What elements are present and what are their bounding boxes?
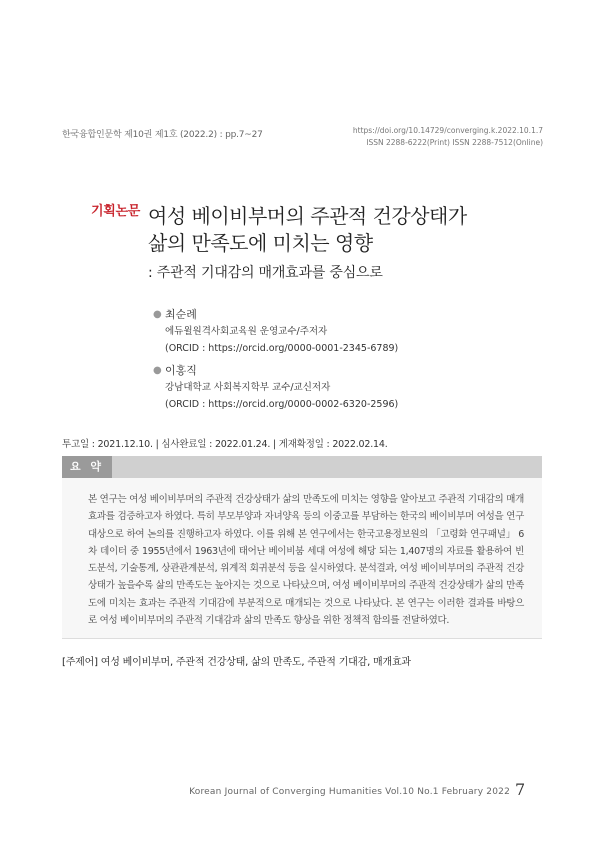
author-orcid[interactable]: (ORCID : https://orcid.org/0000-0001-2345-6789) <box>165 343 399 354</box>
journal-citation: 한국융합인문학 제10권 제1호 (2022.2) : pp.7~27 <box>62 130 263 140</box>
doi-issn-block <box>353 125 543 149</box>
author-name: 이홍직 <box>165 364 197 377</box>
abstract-label: 요 약 <box>62 456 112 478</box>
abstract-text: 본 연구는 여성 베이비부머의 주관적 건강상태가 삶의 만족도에 미치는 영향을 알아보고 주관적 기대감의 매개효과를 검증하고자 하였다. 특히 부모부양과 자녀양육 등의 이중고를 부담하는 한국의 베이비부머 여성을 연구대상으로 하여 논의를 진행하고자 하였다. 이를 위해 본 연구에서는 한국고용정보원의 「고령화 연구패널」 6차 데이터 중 1955년에서 1963년에 태어난 베이비붐 세대 여성에 해당 되는 1,407명의 자료를 활용하여 빈도분석, 기술통계, 상관관계분석, 위계적 회귀분석 등을 실시하였다. 분석결과, 여성 베이비부머의 주관적 건강상태가 높을수록 삶의 만족도는 높아지는 것으로 나타났으며, 여성 베이비부머의 주관적 건강상태가 삶의 만족도에 미치는 효과는 주관적 기대감에 부분적으로 매개되는 것으로 나타났다. 본 연구는 이러한 결과를 바탕으로 여성 베이비부머의 주관적 기대감과 삶의 만족도 향상을 위한 정책적 함의를 전달하였다. <box>88 494 524 627</box>
bullet-icon: ● <box>153 365 162 376</box>
issn-text: ISSN 2288-6222(Print) ISSN 2288-7512(Online) <box>366 138 543 147</box>
keywords-label: [주제어] <box>62 657 98 668</box>
author-block-1 <box>153 306 399 357</box>
abstract-header-bar <box>62 456 542 478</box>
article-title <box>148 203 467 257</box>
author-affiliation: 강남대학교 사회복지학부 교수/교신저자 <box>165 382 331 393</box>
abstract-box <box>62 478 542 639</box>
author-affiliation: 에듀윌원격사회교육원 운영교수/주저자 <box>165 326 328 337</box>
page-number: 7 <box>515 780 526 799</box>
title-line-2: 삶의 만족도에 미치는 영향 <box>148 231 373 255</box>
bullet-icon: ● <box>153 309 162 320</box>
keywords-line <box>62 653 411 668</box>
keywords-text: 여성 베이비부머, 주관적 건강상태, 삶의 만족도, 주관적 기대감, 매개효과 <box>100 657 411 668</box>
doi-link[interactable]: https://doi.org/10.14729/converging.k.2022.10.1.7 <box>352 126 543 135</box>
author-name: 최순례 <box>165 308 197 321</box>
article-subtitle: : 주관적 기대감의 매개효과를 중심으로 <box>148 265 383 281</box>
title-line-1: 여성 베이비부머의 주관적 건강상태가 <box>148 204 467 228</box>
submission-dates: 투고일 : 2021.12.10. | 심사완료일 : 2022.01.24. | 게재확정일 : 2022.02.14. <box>62 439 388 450</box>
footer-journal: Korean Journal of Converging Humanities Vol.10 No.1 February 2022 <box>189 787 510 797</box>
author-orcid[interactable]: (ORCID : https://orcid.org/0000-0002-6320-2596) <box>165 399 399 410</box>
article-type-label: 기획논문 <box>91 204 141 219</box>
author-block-2 <box>153 362 399 413</box>
